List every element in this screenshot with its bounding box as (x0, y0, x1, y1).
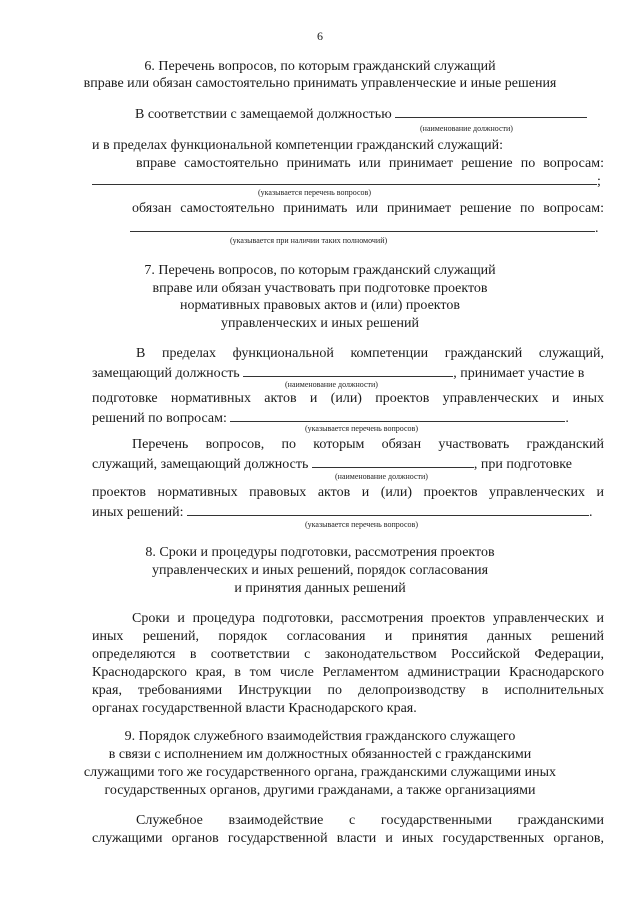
s7-p1-line-2-pre: замещающий должность (92, 366, 240, 381)
s6-blank-line-2 (130, 219, 599, 237)
questions-blank-2 (130, 219, 595, 232)
s6-blank-1-end: ; (597, 174, 601, 189)
s6-line-position-text: В соответствии с замещаемой должностью (135, 107, 392, 122)
section-7-heading-line-3: нормативных правовых актов и (или) проектов (180, 298, 460, 313)
s8-body-line-4: Краснодарского края, в том числе Регламентом администрации Краснодарского (92, 665, 604, 680)
s7-p2-line-4-pre: иных решений: (92, 505, 184, 520)
s6-line-entitled: вправе самостоятельно принимать или принимает решение по вопросам: (136, 156, 604, 171)
section-9-heading-line-1: 9. Порядок служебного взаимодействия гражданского служащего (124, 729, 516, 744)
section-7-heading-line-1: 7. Перечень вопросов, по которым гражданский служащий (144, 263, 496, 278)
section-6-heading-line-2: вправе или обязан самостоятельно принимать управленческие и иные решения (83, 76, 557, 91)
caption-if-powers: (указывается при наличии таких полномочий) (230, 236, 388, 245)
s7-questions-blank-2 (187, 503, 589, 516)
section-7-heading-line-2: вправе или обязан участвовать при подготовке проектов (152, 281, 488, 296)
s8-body-line-5: края, требованиями Инструкции по делопроизводству в исполнительных (92, 683, 604, 698)
s7-p1-line-3: подготовке нормативных актов и (или) проектов управленческих и иных (92, 391, 604, 406)
s6-line-competence: и в пределах функциональной компетенции гражданский служащий: (92, 138, 504, 153)
s9-body-line-2: служащими органов государственной власти и иных государственных органов, (92, 831, 604, 846)
s7-p2-line-2-pre: служащий, замещающий должность (92, 457, 309, 472)
section-7-heading-line-4: управленческих и иных решений (220, 316, 419, 331)
s8-body-line-2: иных решений, порядок согласования и принятия данных решений (92, 629, 604, 644)
section-6-heading-line-1: 6. Перечень вопросов, по которым гражданский служащий (144, 59, 496, 74)
s6-line-obliged: обязан самостоятельно принимать или принимает решение по вопросам: (132, 201, 604, 216)
s7-p2-line-1: Перечень вопросов, по которым обязан участвовать гражданский (132, 437, 604, 452)
section-8-heading-line-3: и принятия данных решений (234, 581, 406, 596)
position-blank (395, 105, 587, 118)
section-9-heading-line-2: в связи с исполнением им должностных обязанностей с гражданскими (108, 747, 532, 762)
s7-p2-line-4-post: . (588, 505, 593, 520)
page-number: 6 (317, 29, 323, 43)
caption-position-name-2: (наименование должности) (285, 380, 378, 389)
s6-blank-2-end: . (595, 221, 599, 236)
s7-p2-line-2-post: , при подготовке (473, 457, 572, 472)
s7-questions-blank-1 (230, 409, 565, 422)
caption-position-name: (наименование должности) (420, 124, 513, 133)
questions-blank-1 (92, 172, 597, 185)
s7-p2-line-4 (92, 503, 592, 521)
s7-p1-line-2-post: , принимает участие в (453, 366, 585, 381)
s7-p1-line-1: В пределах функциональной компетенции гражданский служащий, (136, 346, 604, 361)
caption-questions-list-3: (указывается перечень вопросов) (305, 520, 418, 529)
section-9-heading-line-4: государственных органов, другими гражданами, а также организациями (104, 783, 536, 798)
section-8-heading-line-1: 8. Сроки и процедуры подготовки, рассмотрения проектов (145, 545, 495, 560)
s7-p1-line-4-post: . (565, 411, 569, 426)
s9-body-line-1: Служебное взаимодействие с государственными гражданскими (136, 813, 604, 828)
s8-body-line-1: Сроки и процедура подготовки, рассмотрения проектов управленческих и (132, 611, 604, 626)
section-9-heading-line-3: служащими того же государственного органа, гражданскими служащими иных (83, 765, 557, 780)
caption-questions-list-2: (указывается перечень вопросов) (305, 424, 418, 433)
s7-p2-line-3: проектов нормативных правовых актов и (или) проектов управленческих и (92, 485, 604, 500)
caption-position-name-3: (наименование должности) (335, 472, 428, 481)
caption-questions-list-1: (указывается перечень вопросов) (258, 188, 371, 197)
s7-p1-line-4-pre: решений по вопросам: (92, 411, 227, 426)
s8-body-line-6: органах государственной власти Краснодарского края. (92, 701, 417, 716)
s7-position-blank-2 (312, 455, 474, 468)
section-8-heading-line-2: управленческих и иных решений, порядок согласования (151, 563, 489, 578)
s8-body-line-3: определяются в соответствии с законодательством Российской Федерации, (92, 647, 604, 662)
s7-p2-line-2 (92, 455, 572, 473)
s7-position-blank-1 (243, 364, 453, 377)
s6-line-position (135, 105, 587, 123)
